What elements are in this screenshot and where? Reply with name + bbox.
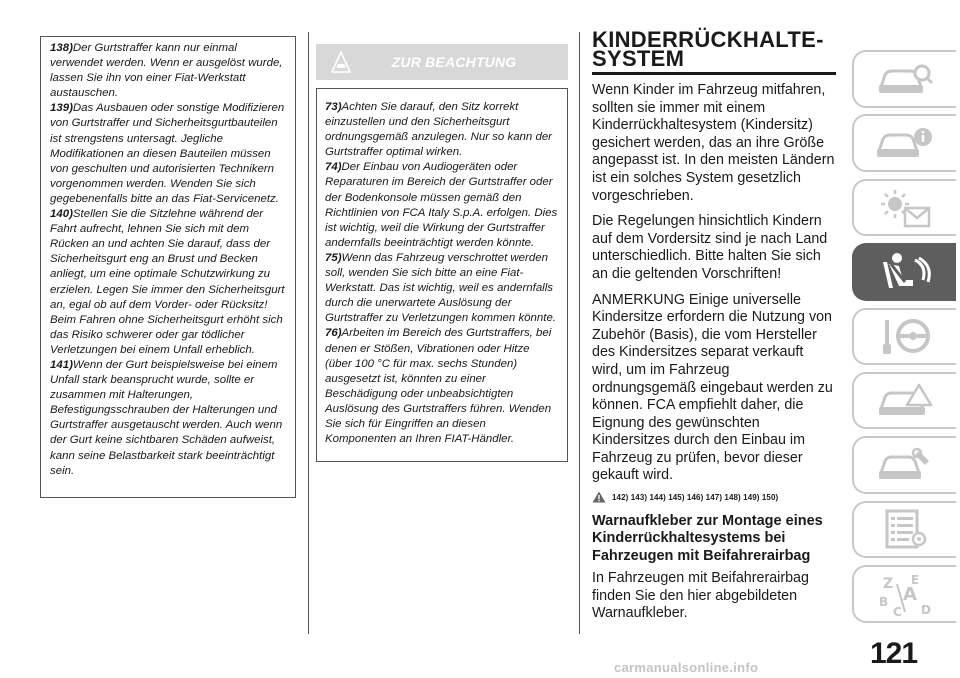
index-letters-icon — [875, 570, 935, 618]
svg-text:E: E — [911, 572, 920, 587]
svg-text:A: A — [903, 583, 917, 605]
column-divider — [579, 32, 580, 634]
sidebar-tab-maintenance[interactable] — [852, 436, 956, 494]
warning-refs: 142) 143) 144) 145) 146) 147) 148) 149) 150) — [592, 491, 836, 503]
note-item: 73)Achten Sie darauf, den Sitz korrekt einzustellen und den Sicherheitsgurt ordnungsgemäß anzulegen. Nur so kann der Gurtstraffer optimal wirken. — [325, 101, 552, 159]
paragraph: ANMERKUNG Einige universelle Kindersitze erfordern die Nutzung von Zubehör (Basis), die vom Hersteller des Kindersitzes separat verkauft wird, um im Fahrzeug ordnungsgemäß eingebaut werden zu können. FCA empfiehlt daher, die Eignung des gewünschten Kindersitzes durch den Einbau im Fahrzeug zu prüfen, bevor dieser gekauft wird. — [592, 291, 833, 484]
footer-watermark: carmanualsonline.info — [614, 660, 759, 675]
main-column — [592, 27, 836, 631]
note-item: 75)Wenn das Fahrzeug verschrottet werden soll, wenden Sie sich bitte an eine Fiat-Werkstatt. Das ist wichtig, weil es andernfalls durch die unerwartete Auslösung der Gurtstraffer zu Verletzungen kommen könnte. — [325, 251, 556, 325]
sidebar-tab-index[interactable] — [852, 565, 956, 623]
note-box — [316, 88, 568, 462]
chapter-sidebar — [852, 50, 956, 630]
sidebar-tab-driving[interactable] — [852, 308, 956, 366]
page-number: 121 — [870, 637, 918, 670]
warning-triangle-icon — [592, 491, 606, 503]
note-item: 76)Arbeiten im Bereich des Gurtstraffers, bei denen er Stößen, Vibrationen oder Hitze (über 100 °C für max. sechs Stunden) ausgesetzt ist, könnten zu einer Beschädigung oder unbeabsichtigten Auslösung des Gurtstraffers führen. Wenden Sie sich für Eingriffen an diesen Komponenten an Ihren FIAT-Händler. — [325, 327, 552, 446]
sidebar-tab-car-search[interactable] — [852, 50, 956, 108]
heading-rule — [592, 72, 836, 75]
car-emergency-icon — [875, 381, 935, 421]
svg-text:D: D — [921, 602, 931, 617]
paragraph: Die Regelungen hinsichtlich Kindern auf dem Vordersitz sind je nach Land unterschiedlich. Bitte halten Sie sich an die geltenden Vorschriften! — [592, 213, 828, 282]
sidebar-tab-car-info[interactable] — [852, 114, 956, 172]
car-search-icon — [875, 59, 935, 99]
sidebar-tab-warning-lights[interactable] — [852, 179, 956, 237]
note-header — [316, 44, 568, 80]
warning-item: 141)Wenn der Gurt beispielsweise bei einem Unfall stark beansprucht wurde, sollte er zusammen mit Halterungen, Befestigungsschrauben der Halterungen und Gurtstraffer ausgetauscht werden. Auch wenn der Gurt keine sichtbaren Schäden aufweist, kann seine Belastbarkeit stark beeinträchtigt sein. — [50, 358, 283, 477]
paragraph: Wenn Kinder im Fahrzeug mitfahren, sollten sie immer mit einem Kinderrückhaltesystem (Kindersitz) gesichert werden, das an ihre Größe angepasst ist. In den meisten Ländern ist ein solches System gesetzlich vorgeschrieben. — [592, 82, 835, 204]
svg-text:C: C — [893, 604, 902, 618]
note-title: ZUR BEACHTUNG — [391, 54, 517, 70]
note-item: 74)Der Einbau von Audiogeräten oder Reparaturen im Bereich der Gurtstraffer oder der Bodenkonsole müssen gemäß den Richtlinien von FCA Italy S.p.A. erfolgen. Dies ist wichtig, weil die Wirkung der Gurtstraffer andernfalls beeinträchtigt werden könnte. — [325, 161, 558, 249]
sidebar-tab-safety[interactable] — [852, 243, 956, 301]
seat-airbag-icon — [875, 250, 935, 294]
column-divider — [308, 32, 309, 634]
sidebar-tab-technical-data[interactable] — [852, 501, 956, 559]
section-heading: KINDERRÜCKHALTE- SYSTEM — [592, 27, 824, 71]
technical-data-icon — [875, 507, 935, 551]
car-maintenance-icon — [875, 445, 935, 485]
paragraph: In Fahrzeugen mit Beifahrerairbag finden Sie den hier abgebildeten Warnaufkleber. — [592, 570, 809, 622]
warning-item: 139)Das Ausbauen oder sonstige Modifizieren von Gurtstraffer und Sicherheitsgurtbauteilen ist strengstens untersagt. Jegliche Modifikationen an diesen Bauteilen müssen von geschulten und autorisierten Technikern vorgenommen werden. Wenden Sie sich gegebenenfalls bitte an das Fiat-Servicenetz. — [50, 102, 285, 205]
warning-item: 138)Der Gurtstraffer kann nur einmal verwendet werden. Wenn er ausgelöst wurde, lassen Sie ihn von einer Fiat-Werkstatt austauschen. — [50, 42, 283, 100]
svg-text:B: B — [879, 594, 889, 609]
warning-lights-icon — [875, 186, 935, 230]
sidebar-tab-emergency[interactable] — [852, 372, 956, 430]
car-note-icon — [324, 47, 358, 77]
warning-item: 140)Stellen Sie die Sitzlehne während der Fahrt aufrecht, lehnen Sie sich mit dem Rücken an und achten Sie darauf, dass der Sicherheitsgurt eng an Brust und Becken anliegt, um eine optimale Schutzwirkung zu erzielen. Legen Sie immer den Sicherheitsgurt an, egal ob auf dem Vorder- oder Rücksitz! Beim Fahren ohne Sicherheitsgurt erhöht sich das Risiko schwerer oder gar tödlicher Verletzungen bei einem Unfall erheblich. — [50, 208, 285, 356]
car-info-icon — [875, 123, 935, 163]
warnings-box — [40, 36, 296, 498]
subheading: Warnaufkleber zur Montage eines Kinderrückhaltesystems bei Fahrzeugen mit Beifahrerairbag — [592, 513, 823, 564]
steering-wheel-icon — [875, 314, 935, 358]
svg-text:Z: Z — [883, 575, 894, 592]
